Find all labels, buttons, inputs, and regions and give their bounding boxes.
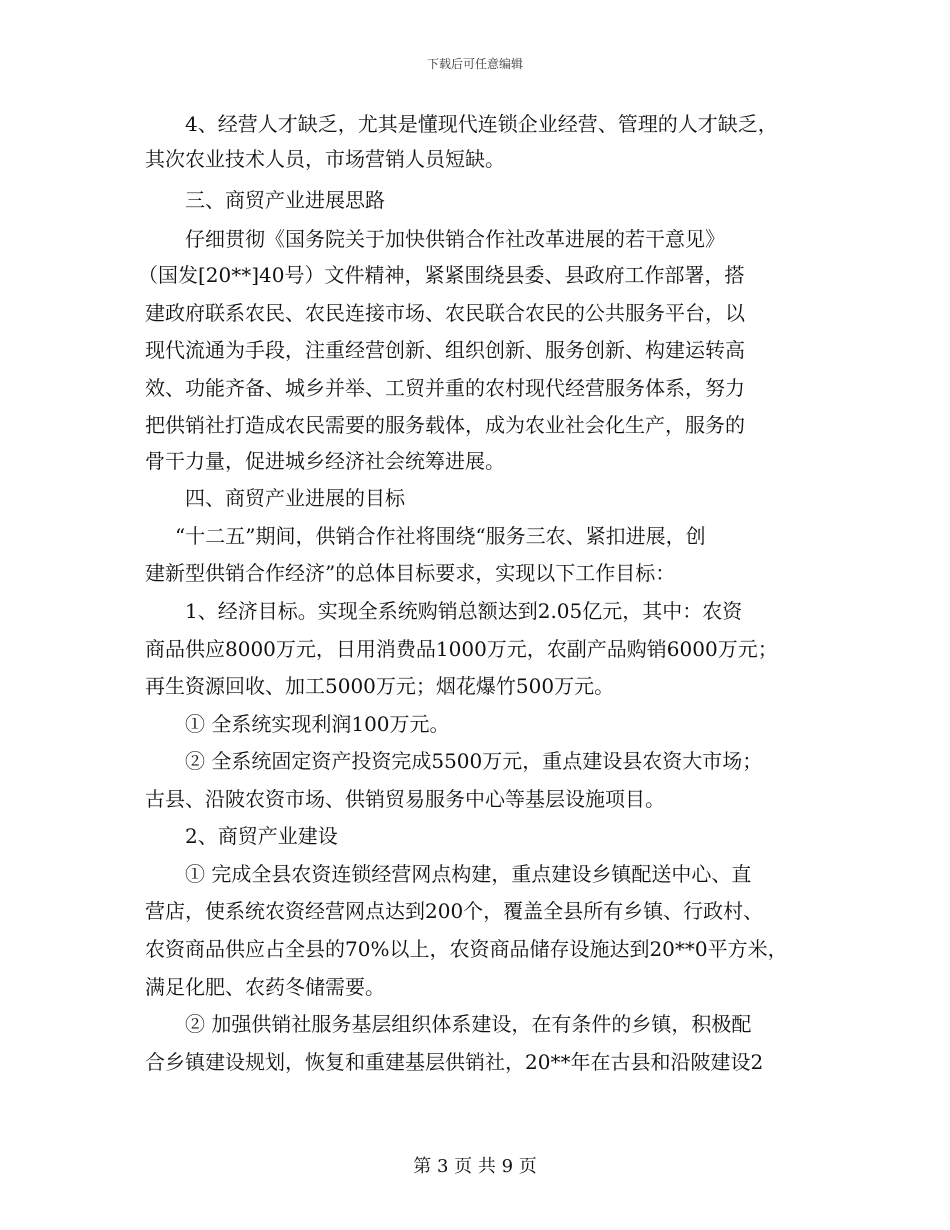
page-number: 第 3 页 共 9 页	[413, 1156, 537, 1177]
text-line: 满足化肥、农药冬储需要。	[145, 975, 385, 999]
section-heading: 四、商贸产业进展的目标	[185, 486, 405, 510]
text-line: ② 全系统固定资产投资完成5500万元，重点建设县农资大市场；	[185, 749, 763, 773]
text-line: 再生资源回收、加工5000万元；烟花爆竹500万元。	[145, 674, 615, 698]
section-heading: 三、商贸产业进展思路	[185, 188, 385, 212]
section-heading: 2、商贸产业建设	[185, 824, 338, 848]
text-line: “十二五”期间，供销合作社将围绕“服务三农、紧扣进展，创	[175, 524, 706, 548]
text-line: 仔细贯彻《国务院关于加快供销合作社改革进展的若干意见》	[185, 227, 725, 251]
text-line: 现代流通为手段，注重经营创新、组织创新、服务创新、构建运转高	[145, 338, 745, 362]
text-line: 商品供应8000万元，日用消费品1000万元，农副产品购销6000万元；	[145, 637, 778, 661]
text-line: 农资商品供应占全县的70%以上，农资商品储存设施达到20**0平方米，	[145, 937, 788, 961]
text-line: 1、经济目标。实现全系统购销总额达到2.05亿元，其中：农资	[185, 599, 743, 623]
text-line: ① 完成全县农资连锁经营网点构建，重点建设乡镇配送中心、直	[185, 862, 752, 886]
text-line: （国发[20**]40号）文件精神，紧紧围绕县委、县政府工作部署，搭	[138, 263, 745, 287]
page-header: 下载后可任意编辑	[426, 57, 523, 71]
text-line: 建新型供销合作经济”的总体目标要求，实现以下工作目标：	[145, 561, 676, 585]
text-line: 合乡镇建设规划，恢复和重建基层供销社，20**年在古县和沿陂建设2	[145, 1050, 764, 1074]
text-line: 建政府联系农民、农民连接市场、农民联合农民的公共服务平台，以	[145, 301, 745, 325]
text-line: ① 全系统实现利润100万元。	[185, 712, 450, 736]
text-line: 效、功能齐备、城乡并举、工贸并重的农村现代经营服务体系，努力	[145, 376, 745, 400]
text-line: 把供销社打造成农民需要的服务载体，成为农业社会化生产，服务的	[145, 413, 745, 437]
text-line: 4、经营人才缺乏，尤其是懂现代连锁企业经营、管理的人才缺乏，	[185, 112, 778, 136]
text-line: 营店，使系统农资经营网点达到200个，覆盖全县所有乡镇、行政村、	[145, 899, 764, 923]
text-line: 骨干力量，促进城乡经济社会统筹进展。	[145, 449, 505, 473]
text-line: 古县、沿陂农资市场、供销贸易服务中心等基层设施项目。	[145, 787, 665, 811]
text-line: 其次农业技术人员，市场营销人员短缺。	[145, 147, 505, 171]
text-line: ② 加强供销社服务基层组织体系建设，在有条件的乡镇，积极配	[185, 1012, 752, 1036]
